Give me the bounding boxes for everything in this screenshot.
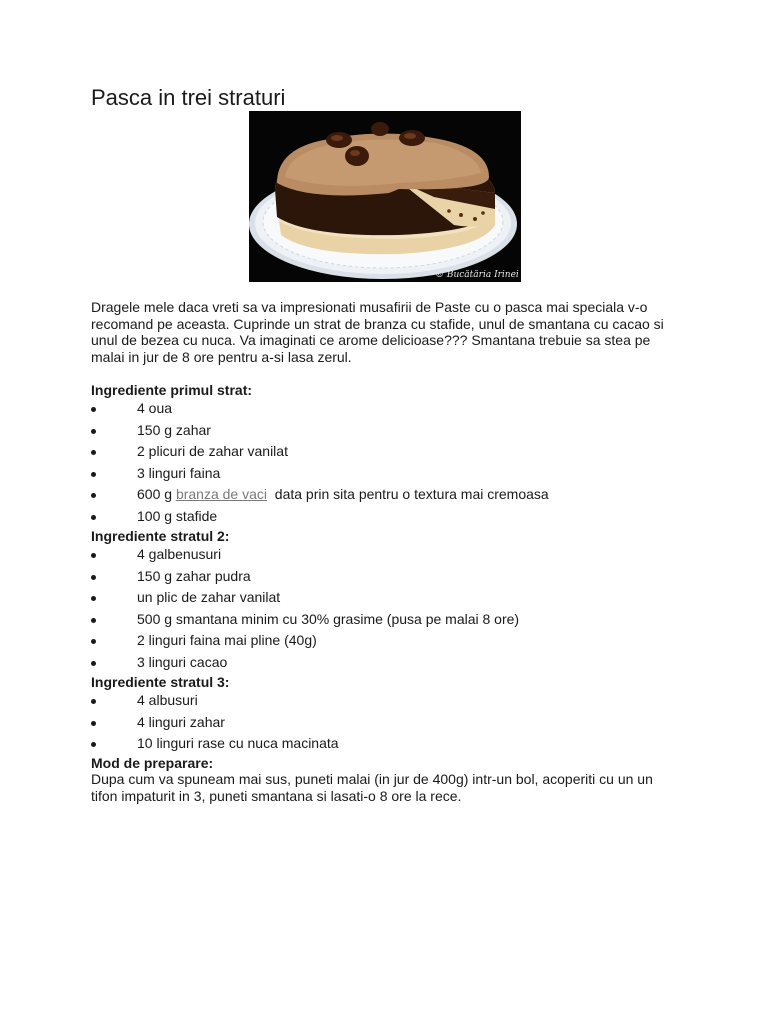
layer2-heading: Ingrediente stratul 2: [91, 528, 230, 544]
layer3-heading: Ingrediente stratul 3: [91, 674, 230, 690]
layer1-ingredient-list [91, 400, 691, 529]
intro-paragraph: Dragele mele daca vreti sa va impresionati musafirii de Paste cu o pasca mai speciala v-o recomand pe aceasta. Cuprinde un strat de branza cu stafide, unul de smantana cu cacao si unul de bezea cu nuca. Va imaginati ce arome delicioase??? Smantana trebuie sa stea pe malai in jur de 8 ore pentru a-si lasa zerul. [91, 299, 664, 365]
list-item: 100 g stafide [91, 508, 691, 530]
list-item: 600 g branza de vaci data prin sita pentru o textura mai cremoasa [91, 486, 691, 508]
bullet-icon [91, 429, 96, 434]
page-title: Pasca in trei straturi [91, 85, 286, 110]
bullet-icon [91, 618, 96, 623]
method-paragraph: Dupa cum va spuneam mai sus, puneti malai (in jur de 400g) intr-un bol, acoperiti cu un un tifon impaturit in 3, puneti smantana si lasati-o 8 ore la rece. [91, 771, 653, 804]
list-item: 4 galbenusuri [91, 546, 691, 568]
bullet-icon [91, 407, 96, 412]
bullet-icon [91, 661, 96, 666]
list-item: 3 linguri cacao [91, 654, 691, 676]
branza-de-vaci-link[interactable]: branza de vaci [175, 486, 267, 502]
bullet-icon [91, 596, 96, 601]
list-item: un plic de zahar vanilat [91, 589, 691, 611]
bullet-icon [91, 553, 96, 558]
layer2-ingredient-list [91, 546, 691, 675]
list-item: 2 linguri faina mai pline (40g) [91, 632, 691, 654]
bullet-icon [91, 721, 96, 726]
list-item: 3 linguri faina [91, 465, 691, 487]
list-item: 500 g smantana minim cu 30% grasime (pusa pe malai 8 ore) [91, 611, 691, 633]
list-item: 10 linguri rase cu nuca macinata [91, 735, 691, 757]
bullet-icon [91, 639, 96, 644]
bullet-icon [91, 450, 96, 455]
bullet-icon [91, 472, 96, 477]
list-item: 150 g zahar [91, 422, 691, 444]
bullet-icon [91, 515, 96, 520]
bullet-icon [91, 575, 96, 580]
list-item: 4 oua [91, 400, 691, 422]
cake-photo [249, 111, 521, 282]
list-item: 4 albusuri [91, 692, 691, 714]
list-item: 4 linguri zahar [91, 714, 691, 736]
layer1-heading: Ingrediente primul strat: [91, 382, 253, 398]
list-item: 2 plicuri de zahar vanilat [91, 443, 691, 465]
bullet-icon [91, 493, 96, 498]
bullet-icon [91, 699, 96, 704]
list-item: 150 g zahar pudra [91, 568, 691, 590]
photo-watermark: © Bucătăria Irinei [435, 270, 519, 280]
layer3-ingredient-list [91, 692, 691, 757]
method-heading: Mod de preparare: [91, 755, 214, 771]
bullet-icon [91, 742, 96, 747]
